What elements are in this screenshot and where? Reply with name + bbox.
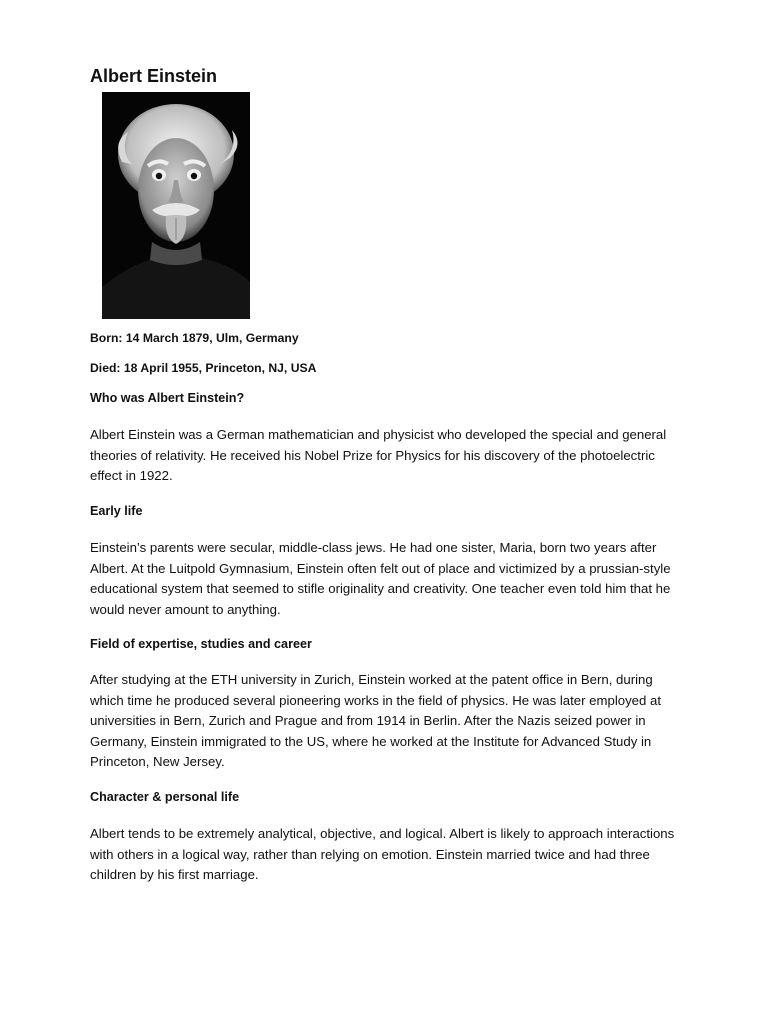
section-heading: Early life: [90, 504, 143, 518]
section-heading: Who was Albert Einstein?: [90, 391, 245, 405]
death-info: Died: 18 April 1955, Princeton, NJ, USA: [90, 361, 317, 375]
birth-info: Born: 14 March 1879, Ulm, Germany: [90, 331, 299, 345]
page-title: Albert Einstein: [90, 66, 218, 86]
section-body: Einstein’s parents were secular, middle-class jews. He had one sister, Maria, born two years after Albert. At the Luitpold Gymnasium, Einstein often felt out of place and victimized by a prussian-style educational system that seemed to stifle originality and creativity. One teacher even told him that he would never amount to anything.: [90, 540, 671, 617]
section-body: Albert Einstein was a German mathematician and physicist who developed the special and general theories of relativity. He received his Nobel Prize for Physics for his discovery of the photoelectric effect in 1922.: [90, 427, 667, 483]
portrait-photo: [102, 92, 250, 319]
section-heading: Field of expertise, studies and career: [90, 637, 312, 651]
section-body: Albert tends to be extremely analytical, objective, and logical. Albert is likely to approach interactions with others in a logical way, rather than relying on emotion. Einstein married twice and had three children by his first marriage.: [90, 826, 675, 882]
section-heading: Character & personal life: [90, 790, 240, 804]
section-body: After studying at the ETH university in Zurich, Einstein worked at the patent office in Bern, during which time he produced several pioneering works in the field of physics. He was later employed at universities in Bern, Zurich and Prague and from 1914 in Berlin. After the Nazis seized power in Germany, Einstein immigrated to the US, where he worked at the Institute for Advanced Study in Princeton, New Jersey.: [90, 672, 662, 769]
